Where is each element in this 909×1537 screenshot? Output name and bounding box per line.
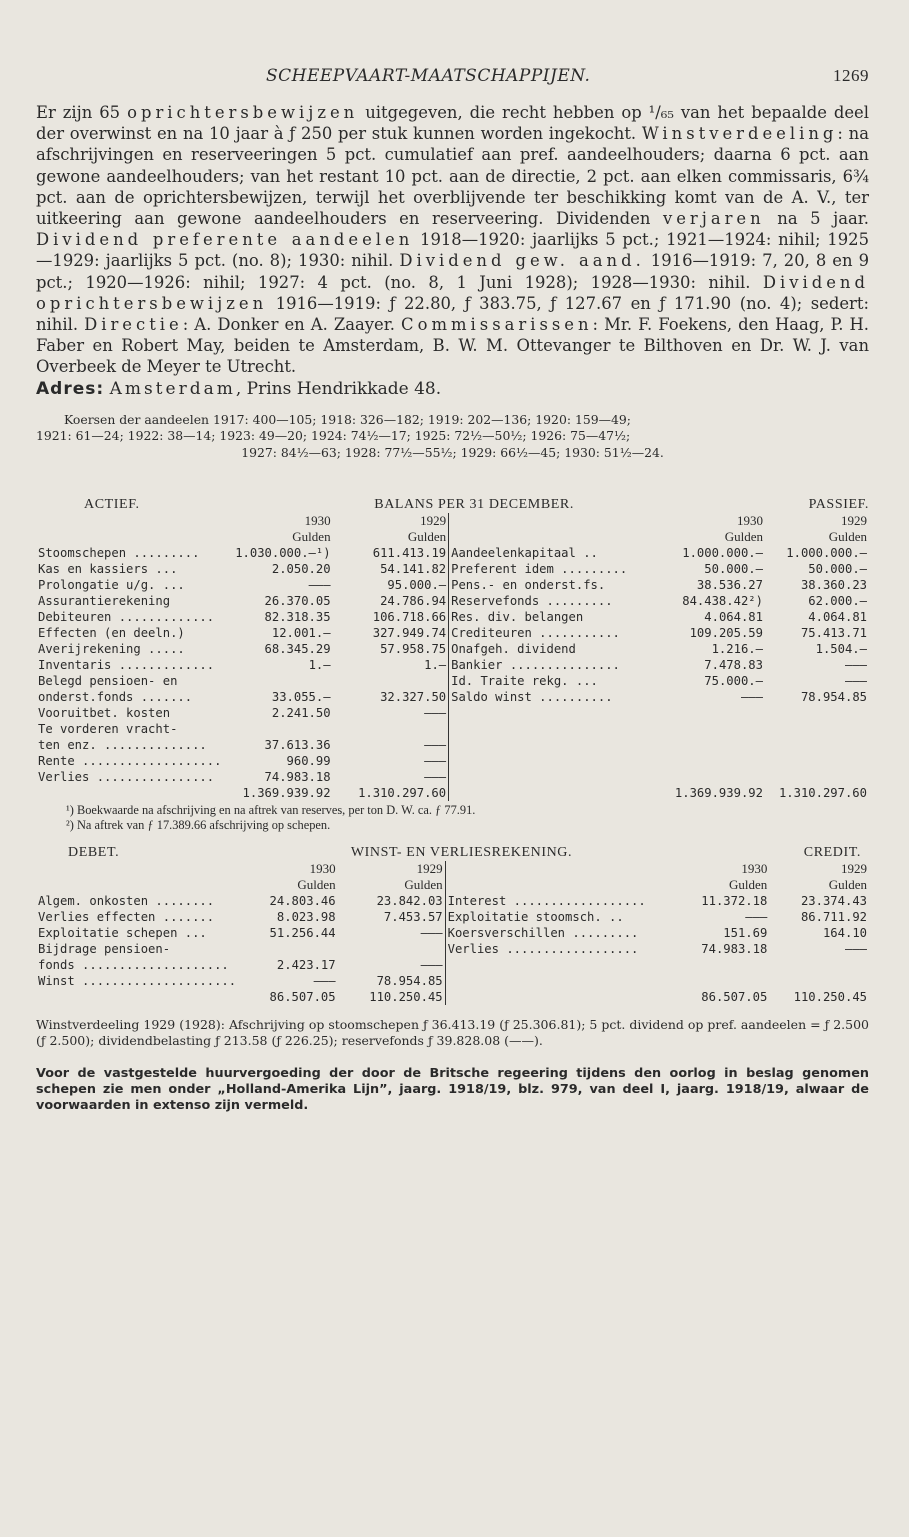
table-row: [36, 893, 869, 909]
spaced-term: Winstverdeeling: [641, 124, 838, 144]
year-row: [36, 513, 869, 529]
value-cell: [769, 973, 869, 989]
total-value: 110.250.45: [793, 990, 867, 1005]
table-row: [36, 941, 869, 957]
winstverdeeling: Winstverdeeling 1929 (1928): Afschrijving op stoomschepen ƒ 36.413.19 (ƒ 25.306.81); 5 pct. dividend op pref. aandeelen = ƒ 2.500 (ƒ 2.500); dividendbelasting ƒ 213.58 (ƒ 226.25); reservefonds ƒ 39.828.08 (——).: [36, 1017, 869, 1048]
value-cell: [333, 673, 449, 689]
row-label: Preferent idem .........: [449, 561, 668, 577]
value-cell: 50.000.—: [704, 562, 763, 577]
row-label: Belegd pensioen- en: [38, 674, 178, 689]
value-cell: [765, 737, 869, 753]
currency: Gulden: [292, 529, 331, 545]
table-row: [36, 593, 869, 609]
page-number: 1269: [833, 66, 869, 85]
address-street: , Prins Hendrikkade 48.: [235, 378, 442, 399]
total-value: 86.507.05: [701, 990, 768, 1005]
value-cell: 50.000.—: [808, 562, 867, 577]
value-cell: 960.99: [286, 754, 331, 769]
table-row: [36, 625, 869, 641]
row-label: Winst .....................: [38, 974, 237, 989]
value-cell: [765, 753, 869, 769]
value-cell: 86.711.92: [800, 910, 867, 925]
row-label: Interest ..................: [445, 893, 684, 909]
table-row: [36, 673, 869, 689]
spaced-term: Dividend oprichtersbewijzen: [36, 272, 869, 313]
value-cell: 78.954.85: [800, 690, 867, 705]
table-row: [36, 721, 869, 737]
total-row: [36, 989, 869, 1005]
value-cell: 109.205.59: [689, 626, 763, 641]
value-cell: 611.413.19: [372, 546, 447, 561]
total-spacer: [36, 785, 233, 801]
table-row: [36, 609, 869, 625]
table-row: [36, 737, 869, 753]
row-label: Prolongatie u/g. ...: [38, 578, 185, 593]
spaced-term: Directie: [84, 315, 183, 335]
table-row: [36, 561, 869, 577]
value-cell: 8.023.98: [276, 910, 336, 925]
spaced-term: Commissarissen: [401, 315, 593, 335]
value-cell: 151.69: [723, 926, 768, 941]
value-cell: 24.803.46: [269, 894, 336, 909]
text: 1918—1920: jaarlijks 5 pct.; 1921—1924: nihil; 1925—1929: jaarlijks 5 pct. (no. 8); 1930: nihil.: [36, 230, 870, 271]
value-cell: 1.—: [308, 658, 331, 673]
value-cell: [765, 721, 869, 737]
value-cell: 38.360.23: [800, 578, 867, 593]
value-cell: ———: [424, 754, 447, 769]
company-description: [36, 102, 869, 400]
total-value: 1.310.297.60: [778, 786, 867, 801]
text: 1916—1919: 7, 20, 8 en 9 pct.; 1920—1926: nihil; 1927: 4 pct. (no. 8, 1 Juni 1928); 1928—1930: nihil.: [36, 251, 869, 292]
prices-line: 1921: 61—24; 1922: 38—14; 1923: 49—20; 1924: 74½—17; 1925: 72½—50½; 1926: 75—47½;: [36, 428, 631, 444]
value-cell: 2.423.17: [276, 958, 336, 973]
row-label: Koersverschillen .........: [445, 925, 684, 941]
spaced-term: oprichtersbewijzen: [127, 103, 359, 122]
address-label: Adres:: [36, 378, 105, 399]
row-label: onderst.fonds .......: [38, 690, 193, 705]
value-cell: [765, 705, 869, 721]
value-cell: 1.000.000.—: [682, 546, 763, 561]
row-label: [449, 705, 668, 721]
row-label: Stoomschepen .........: [38, 546, 200, 561]
row-label: Pens.- en onderst.fs.: [449, 577, 668, 593]
row-label: [449, 721, 668, 737]
balance-sheet: [36, 497, 869, 801]
value-cell: [685, 957, 770, 973]
value-cell: 7.478.83: [704, 658, 763, 673]
value-cell: 23.842.03: [376, 894, 443, 909]
balance-title: BALANS PER 31 DECEMBER.: [374, 497, 574, 513]
row-label: fonds ....................: [38, 958, 229, 973]
value-cell: 26.370.05: [264, 594, 331, 609]
text: : A. Donker en A. Zaayer.: [182, 315, 402, 335]
row-label: [445, 957, 684, 973]
value-cell: 4.064.81: [704, 610, 763, 625]
value-cell: [233, 673, 332, 689]
year: 1929: [841, 513, 867, 529]
total-value: 1.369.939.92: [674, 786, 763, 801]
value-cell: [765, 769, 869, 785]
value-cell: [685, 973, 770, 989]
currency: Gulden: [297, 877, 336, 893]
value-cell: 51.256.44: [269, 926, 336, 941]
value-cell: [233, 721, 332, 737]
value-cell: 74.983.18: [264, 770, 331, 785]
passief-title: PASSIEF.: [808, 497, 869, 513]
value-cell: ———: [740, 690, 763, 705]
row-label: Aandeelenkapitaal ..: [449, 545, 668, 561]
value-cell: 2.241.50: [271, 706, 331, 721]
row-label: Verlies ................: [38, 770, 215, 785]
row-label: ten enz. ..............: [38, 738, 207, 753]
value-cell: 4.064.81: [808, 610, 867, 625]
balance-header: [36, 497, 869, 513]
footnote: ¹) Boekwaarde na afschrijving en na aftrek van reserves, per ton D. W. ca. ƒ 77.91.: [66, 803, 476, 818]
text: 1916—1919: ƒ 22.80, ƒ 383.75, ƒ 127.67 en ƒ 171.90 (no. 4); sedert: nihil.: [36, 293, 869, 335]
year: 1929: [420, 513, 447, 529]
text: na 5 jaar.: [764, 209, 869, 229]
prices-line: Koersen der aandeelen 1917: 400—105; 1918: 326—182; 1919: 202—136; 1920: 159—49;: [64, 411, 631, 427]
value-cell: 1.000.000.—: [786, 546, 867, 561]
pl-header: [36, 845, 869, 861]
value-cell: 32.327.50: [380, 690, 447, 705]
value-cell: 75.000.—: [704, 674, 763, 689]
currency-row: [36, 877, 869, 893]
value-cell: ———: [308, 578, 331, 593]
row-label: Inventaris .............: [38, 658, 215, 673]
value-cell: [667, 721, 765, 737]
year: 1929: [416, 861, 443, 877]
page-header: [36, 66, 869, 86]
table-row: [36, 577, 869, 593]
value-cell: ———: [420, 926, 443, 941]
value-cell: 75.413.71: [800, 626, 867, 641]
value-cell: 106.718.66: [372, 610, 447, 625]
address-city: Amsterdam: [109, 378, 236, 399]
closing-note: Voor de vastgestelde huurvergoeding der door de Britsche regeering tijdens den oorlog in beslag genomen schepen zie men onder „Holland-Amerika Lijn”, jaarg. 1918/19, blz. 979, van deel I, jaarg. 1918/19, alwaar de voorwaarden in extenso zijn vermeld.: [36, 1066, 869, 1113]
value-cell: 7.453.57: [383, 910, 443, 925]
value-cell: ———: [424, 706, 447, 721]
row-label: Crediteuren ...........: [449, 625, 668, 641]
value-cell: 164.10: [822, 926, 867, 941]
currency: Gulden: [828, 877, 867, 893]
total-spacer: [449, 785, 668, 801]
row-label: Kas en kassiers ...: [38, 562, 178, 577]
currency: Gulden: [404, 877, 443, 893]
value-cell: 84.438.42²): [682, 594, 763, 609]
spaced-term: Dividend gew. aand.: [399, 251, 645, 271]
currency: Gulden: [724, 529, 763, 545]
text: uitgegeven, die recht hebben op ¹/₆₅ van het bepaalde deel der overwinst en na 10 jaar à ƒ 250 per stuk kunnen worden ingekocht.: [36, 103, 869, 144]
balance-table: [36, 513, 869, 801]
row-label: [449, 737, 668, 753]
row-label: Verlies effecten .......: [38, 910, 215, 925]
total-row: [36, 785, 869, 801]
row-label: Bijdrage pensioen-: [38, 942, 171, 957]
table-row: [36, 957, 869, 973]
profit-loss: [36, 845, 869, 1005]
value-cell: ———: [313, 974, 336, 989]
value-cell: 82.318.35: [264, 610, 331, 625]
total-spacer: [445, 989, 684, 1005]
value-cell: [338, 941, 446, 957]
value-cell: 78.954.85: [376, 974, 443, 989]
currency: Gulden: [729, 877, 768, 893]
row-label: Reservefonds .........: [449, 593, 668, 609]
row-label: Onafgeh. dividend: [449, 641, 668, 657]
running-title: SCHEEPVAART-MAATSCHAPPIJEN.: [266, 66, 591, 86]
row-label: Te vorderen vracht-: [38, 722, 178, 737]
value-cell: [268, 941, 338, 957]
total-value: 110.250.45: [369, 990, 443, 1005]
spaced-term: verjaren: [662, 209, 765, 229]
value-cell: [667, 753, 765, 769]
intro-paragraph: [36, 102, 869, 378]
row-label: Averijrekening .....: [38, 642, 185, 657]
year-row: [36, 861, 869, 877]
row-label: [449, 753, 668, 769]
value-cell: 23.374.43: [800, 894, 867, 909]
year: 1930: [309, 861, 336, 877]
value-cell: 1.—: [424, 658, 447, 673]
value-cell: 37.613.36: [264, 738, 331, 753]
address: [36, 378, 869, 400]
table-row: [36, 657, 869, 673]
value-cell: 57.958.75: [380, 642, 447, 657]
share-prices: [36, 412, 869, 462]
pl-title: WINST- EN VERLIESREKENING.: [350, 845, 573, 861]
value-cell: 12.001.—: [271, 626, 331, 641]
row-label: [445, 973, 684, 989]
value-cell: ———: [844, 942, 867, 957]
value-cell: 54.141.82: [380, 562, 447, 577]
value-cell: 24.786.94: [380, 594, 447, 609]
row-label: Debiteuren .............: [38, 610, 215, 625]
currency-row: [36, 529, 869, 545]
table-row: [36, 973, 869, 989]
text: : Mr. F. Foekens, den Haag, P. H. Faber en Robert May, beiden te Amsterdam, B. W. M. Ottevanger te Bilthoven en Dr. W. J. van Overbeek de Meyer te Utrecht.: [36, 315, 869, 377]
actief-title: ACTIEF.: [84, 497, 140, 513]
row-label: Res. div. belangen: [449, 609, 668, 625]
total-value: 1.310.297.60: [358, 786, 447, 801]
value-cell: 95.000.—: [387, 578, 447, 593]
row-label: Exploitatie schepen ...: [38, 926, 207, 941]
year: 1930: [304, 513, 331, 529]
value-cell: 38.536.27: [696, 578, 763, 593]
table-row: [36, 753, 869, 769]
row-label: Exploitatie stoomsch. ..: [445, 909, 684, 925]
table-row: [36, 641, 869, 657]
credit-title: CREDIT.: [803, 845, 861, 861]
value-cell: 1.504.—: [815, 642, 867, 657]
year: 1930: [736, 513, 763, 529]
total-value: 1.369.939.92: [242, 786, 331, 801]
total-value: 86.507.05: [269, 990, 336, 1005]
value-cell: ———: [424, 738, 447, 753]
year: 1930: [741, 861, 768, 877]
value-cell: 33.055.—: [271, 690, 331, 705]
year: 1929: [841, 861, 867, 877]
value-cell: [667, 705, 765, 721]
value-cell: 62.000.—: [808, 594, 867, 609]
value-cell: 68.345.29: [264, 642, 331, 657]
value-cell: ———: [844, 658, 867, 673]
table-row: [36, 769, 869, 785]
table-row: [36, 705, 869, 721]
debet-title: DEBET.: [68, 845, 120, 861]
value-cell: [667, 737, 765, 753]
text: Er zijn 65: [36, 103, 128, 122]
text: : na afschrijvingen en reserveeringen 5 pct. cumulatief aan pref. aandeelhouders; daarna 6 pct. aan gewone aandeelhouders; van het restant 10 pct. aan de directie, 2 pct. aan elken commissaris, 6¾ pct. aan de oprichtersbewijzen, terwijl het overblijvende ter beschikking komt van de A. V., ter uitkeering aan gewone aandeelhouders en reserveering. Dividenden: [36, 124, 869, 229]
value-cell: [333, 721, 449, 737]
row-label: Effecten (en deeln.): [38, 626, 185, 641]
value-cell: 2.050.20: [271, 562, 331, 577]
row-label: Assurantierekening: [38, 594, 171, 609]
prices-line: 1927: 84½—63; 1928: 77½—55½; 1929: 66½—45; 1930: 51½—24.: [241, 444, 664, 460]
total-spacer: [36, 989, 268, 1005]
value-cell: 1.216.—: [711, 642, 763, 657]
footnote: ²) Na aftrek van ƒ 17.389.66 afschrijving op schepen.: [66, 818, 331, 833]
row-label: Vooruitbet. kosten: [38, 706, 171, 721]
row-label: Algem. onkosten ........: [38, 894, 215, 909]
row-label: Bankier ...............: [449, 657, 668, 673]
value-cell: 11.372.18: [701, 894, 768, 909]
value-cell: [667, 769, 765, 785]
value-cell: 74.983.18: [701, 942, 768, 957]
row-label: Rente ...................: [38, 754, 222, 769]
value-cell: ———: [424, 770, 447, 785]
value-cell: 1.030.000.—¹): [235, 546, 331, 561]
row-label: Saldo winst ..........: [449, 689, 668, 705]
value-cell: 327.949.74: [372, 626, 447, 641]
row-label: [449, 769, 668, 785]
footnotes: [36, 803, 869, 833]
table-row: [36, 689, 869, 705]
row-label: Verlies ..................: [445, 941, 684, 957]
row-label: Id. Traite rekg. ...: [449, 673, 668, 689]
value-cell: ———: [745, 910, 768, 925]
table-row: [36, 545, 869, 561]
table-row: [36, 909, 869, 925]
value-cell: [769, 957, 869, 973]
value-cell: ———: [844, 674, 867, 689]
spaced-term: Dividend preferente aandeelen: [36, 230, 414, 250]
value-cell: ———: [420, 958, 443, 973]
pl-table: [36, 861, 869, 1005]
table-row: [36, 925, 869, 941]
currency: Gulden: [407, 529, 447, 545]
currency: Gulden: [828, 529, 867, 545]
